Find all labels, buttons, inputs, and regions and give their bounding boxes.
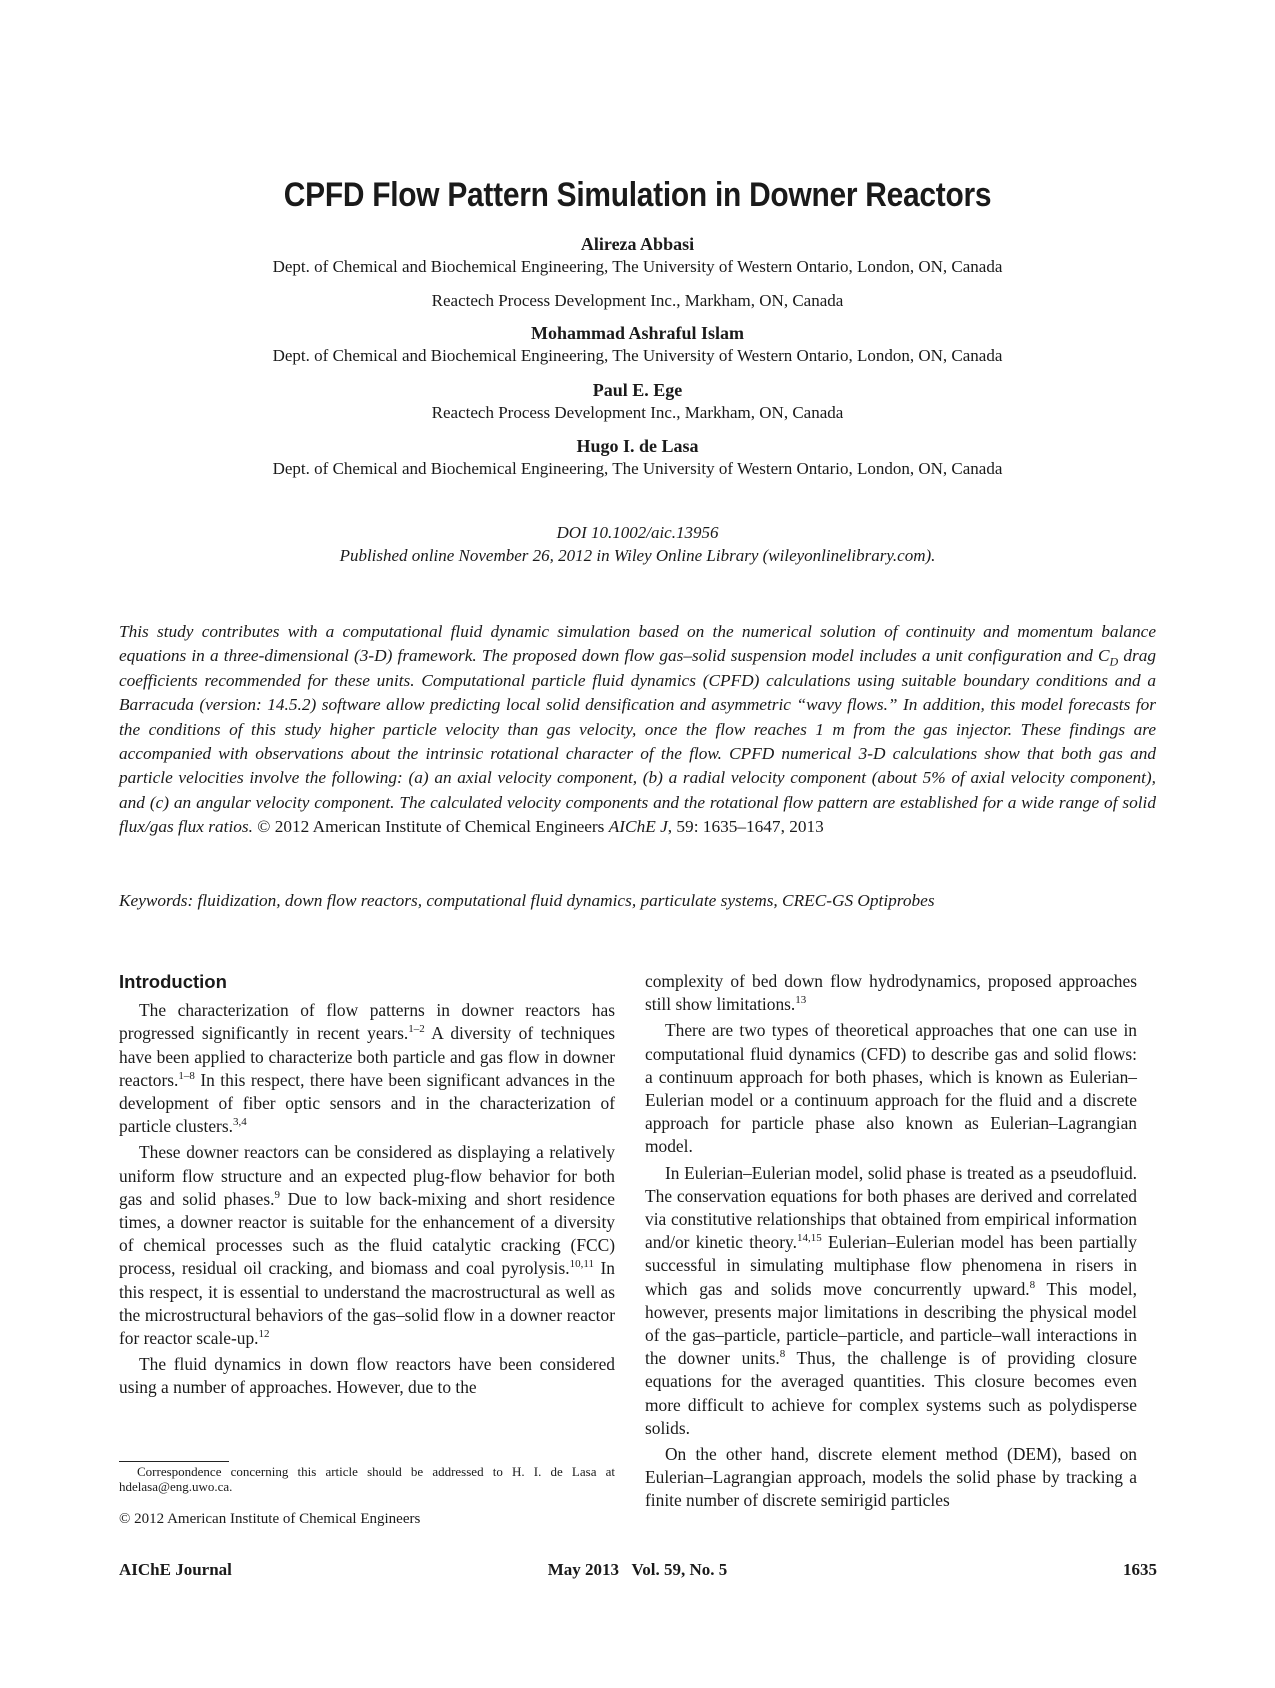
author-affiliation: Reactech Process Development Inc., Markham, ON, Canada [431, 403, 844, 422]
author-name: Paul E. Ege [592, 380, 683, 400]
paragraph: There are two types of theoretical approaches that one can use in computational fluid dynamics (CFD) to describe gas and solid flows: a continuum approach for both phases, which is known as Eulerian–Eulerian model or a continuum approach for the fluid and a discrete approach for particle phase also known as Eulerian–Lagrangian model. [645, 1020, 1137, 1157]
abstract-text: drag coefficients recommended for these units. Computational particle fluid dynamics (CPFD) calculations using suitable boundary conditions and a Barracuda (version: 14.5.2) software allow predicting local solid densification and asymmetric “wavy flows.” In addition, this model forecasts for the conditions of this study higher particle velocity than gas velocity, once the flow reaches 1 m from the gas injector. These findings are accompanied with observations about the intrinsic rotational character of the flow. CPFD numerical 3-D calculations show that both gas and particle velocities involve the following: (a) an axial velocity component, (b) a radial velocity component (about 5% of axial velocity component), and (c) an angular velocity component. The calculated velocity components and the rotational flow pattern are established for a wide range of solid flux/gas flux ratios. [119, 646, 1157, 837]
author-affiliation: Reactech Process Development Inc., Markham, ON, Canada [431, 291, 844, 310]
citation-ref: 1–2 [408, 1023, 425, 1036]
paragraph: On the other hand, discrete element method (DEM), based on Eulerian–Lagrangian approach, models the solid phase by tracking a finite number of discrete semirigid particles [645, 1444, 1137, 1511]
citation-ref: 10,11 [569, 1258, 594, 1271]
abstract-citation: , 59: 1635–1647, 2013 [667, 817, 824, 837]
citation-ref: 14,15 [796, 1232, 822, 1245]
publication-info: Published online November 26, 2012 in Wiley Online Library (wileyonlinelibrary.com). [339, 546, 936, 565]
author-affiliation: Dept. of Chemical and Biochemical Engineering, The University of Western Ontario, London, ON, Canada [272, 459, 1003, 478]
author-name: Mohammad Ashraful Islam [530, 323, 745, 343]
author-name: Alireza Abbasi [580, 234, 695, 254]
citation-ref: 3,4 [232, 1116, 247, 1129]
abstract [119, 620, 1156, 840]
citation-ref: 13 [795, 994, 807, 1007]
author-name: Hugo I. de Lasa [576, 436, 699, 456]
correspondence-footnote: Correspondence concerning this article should be addressed to H. I. de Lasa at hdelasa@eng.uwo.ca. [119, 1464, 615, 1494]
paragraph: The characterization of flow patterns in downer reactors has progressed significantly in recent years.$^{1-2}$ A diversity of techniques have been applied to characterize both particle and gas flow in downer reactors.$^{1-8}$ In this respect, there have been significant advances in the development of fiber optic sensors and in the characterization of particle clusters.$^{3,4}$ [119, 1000, 615, 1137]
footer-issue: May 2013 Vol. 59, No. 5 [547, 1560, 728, 1579]
abstract-journal: AIChE J [608, 817, 668, 837]
abstract-copyright: © 2012 American Institute of Chemical Engineers [252, 817, 609, 837]
footnote-divider [119, 1461, 229, 1462]
left-column [119, 970, 615, 1400]
citation-ref: 12 [258, 1328, 270, 1341]
citation-ref: 9 [274, 1189, 281, 1202]
paragraph: The fluid dynamics in down flow reactors have been considered using a number of approaches. However, due to the [119, 1354, 615, 1398]
paper-title: CPFD Flow Pattern Simulation in Downer Reactors [283, 176, 992, 214]
page-number: 1635 [1123, 1560, 1157, 1579]
citation-ref: 8 [1029, 1278, 1036, 1291]
section-heading: Introduction [119, 971, 227, 992]
citation-ref: 1–8 [178, 1070, 195, 1083]
paragraph: These downer reactors can be considered as displaying a relatively uniform flow structure and an expected plug-flow behavior for both gas and solid phases.$^9$ Due to low back-mixing and short residence times, a downer reactor is suitable for the enhancement of a diversity of chemical processes such as the fluid catalytic cracking (FCC) process, residual oil cracking, and biomass and coal pyrolysis.$^{10,11}$ In this respect, it is essential to understand the macrostructural as well as the microstructural behaviors of the gas–solid flow in a downer reactor for reactor scale-up.$^{12}$ [119, 1142, 615, 1349]
right-column [645, 970, 1137, 1513]
copyright-notice: © 2012 American Institute of Chemical Engineers [119, 1511, 421, 1527]
keywords: Keywords: fluidization, down flow reactors, computational fluid dynamics, particulate systems, CREC-GS Optiprobes [119, 891, 935, 910]
drag-coefficient-subscript: D [1109, 654, 1119, 669]
footer-journal: AIChE Journal [119, 1560, 232, 1579]
author-affiliation: Dept. of Chemical and Biochemical Engineering, The University of Western Ontario, London, ON, Canada [272, 257, 1003, 276]
paragraph: In Eulerian–Eulerian model, solid phase is treated as a pseudofluid. The conservation equations for both phases are derived and correlated via constitutive relationships that obtained from empirical information and/or kinetic theory.$^{14,15}$ Eulerian–Eulerian model has been partially successful in simulating multiphase flow phenomena in risers in which gas and solids move concurrently upward.$^8$ This model, however, presents major limitations in describing the physical model of the gas–particle, particle–particle, and particle–wall interactions in the downer units.$^8$ Thus, the challenge is of providing closure equations for the averaged quantities. This closure becomes even more difficult to achieve for complex systems such as polydisperse solids. [645, 1162, 1138, 1438]
doi: DOI 10.1002/aic.13956 [556, 523, 719, 542]
paragraph: complexity of bed down flow hydrodynamics, proposed approaches still show limitations.$^{13}$ [645, 971, 1137, 1015]
citation-ref: 8 [779, 1348, 786, 1361]
abstract-text: This study contributes with a computational fluid dynamic simulation based on the numerical solution of continuity and momentum balance equations in a three-dimensional (3-D) framework. The proposed down flow gas–solid suspension model includes a unit configuration and C [119, 622, 1156, 666]
author-affiliation: Dept. of Chemical and Biochemical Engineering, The University of Western Ontario, London, ON, Canada [272, 346, 1003, 365]
